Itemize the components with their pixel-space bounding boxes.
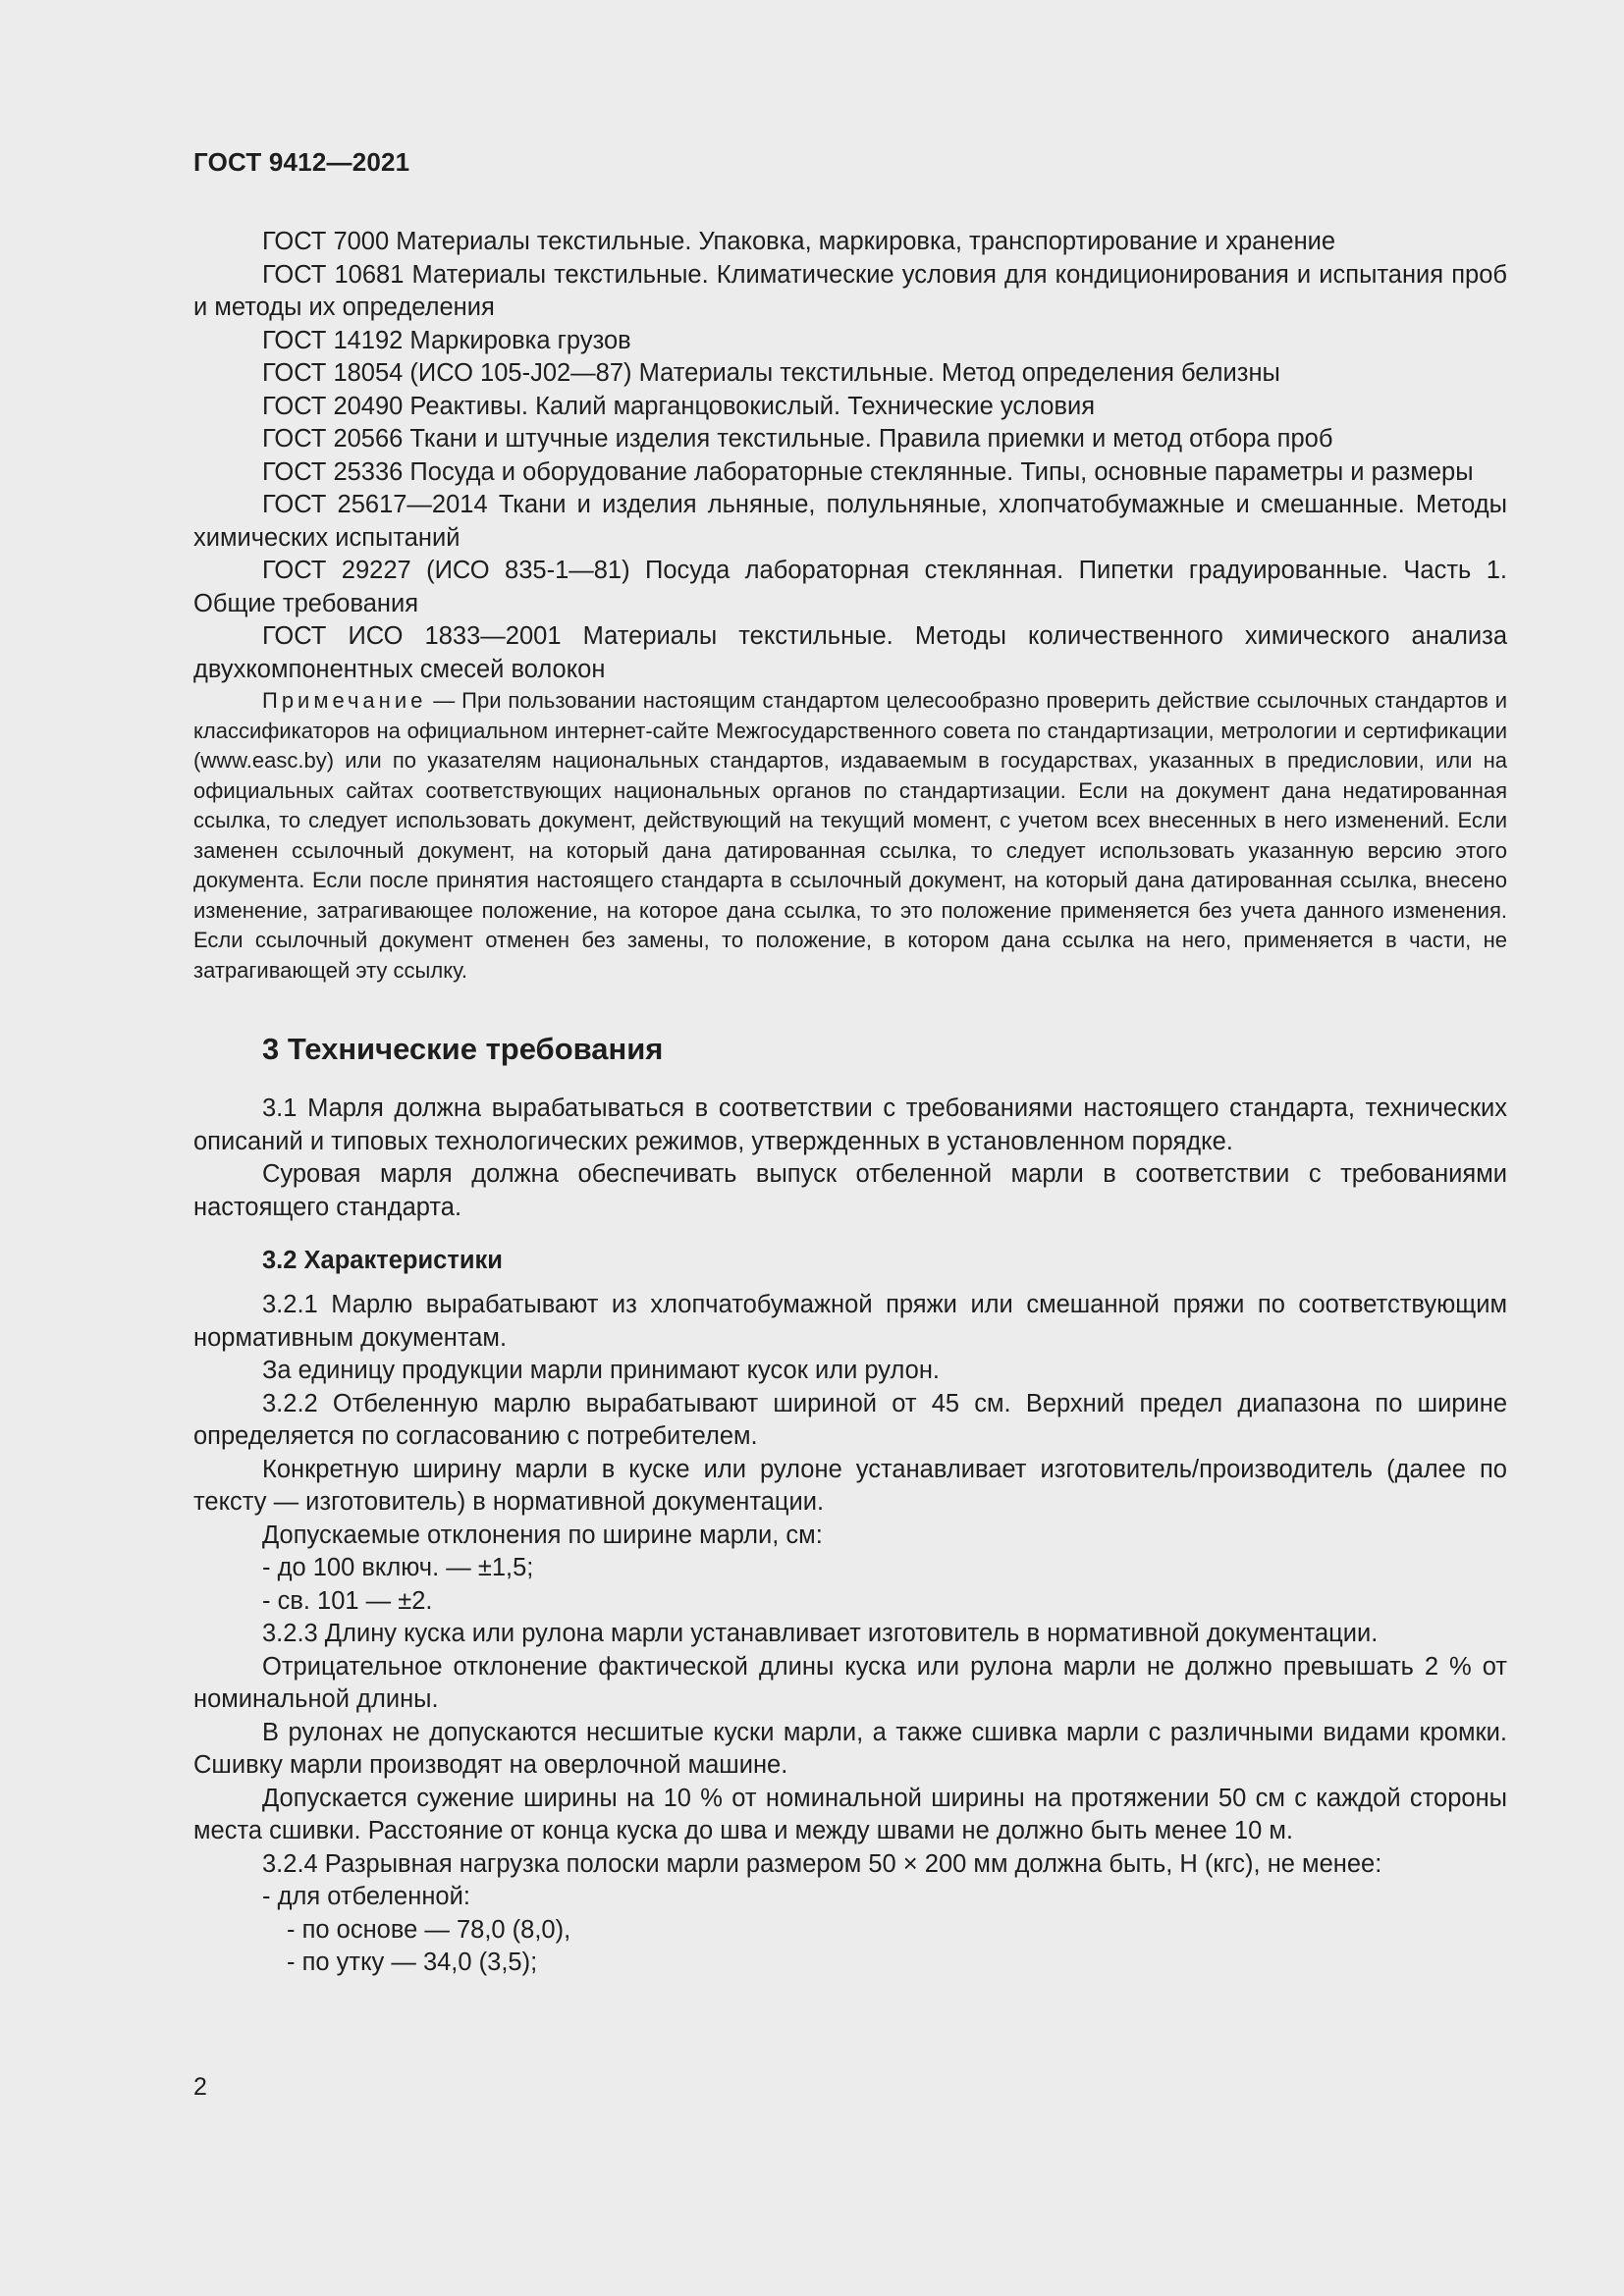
paragraph: 3.1 Марля должна вырабатываться в соответствии с требованиями настоящего стандарта, технических описаний и типовых технологических режимов, утвержденных в установленном порядке. bbox=[193, 1095, 1507, 1155]
paragraph: Отрицательное отклонение фактической длины куска или рулона марли не должно превышать 2 % от номинальной длины. bbox=[193, 1652, 1507, 1713]
ref-item: ГОСТ 25617—2014 Ткани и изделия льняные, полульняные, хлопчатобумажные и смешанные. Методы химических испытаний bbox=[193, 491, 1507, 552]
paragraph: Допускается сужение ширины на 10 % от номинальной ширины на протяжении 50 см с каждой стороны места сшивки. Расстояние от конца куска до шва и между швами не должно быть менее 10 м. bbox=[193, 1784, 1507, 1844]
page-content bbox=[193, 226, 1507, 1980]
paragraph: 3.2.2 Отбеленную марлю вырабатывают шириной от 45 см. Верхний предел диапазона по ширине определяется по согласованию с потребителем. bbox=[193, 1389, 1507, 1450]
paragraph: В рулонах не допускаются несшитые куски марли, а также сшивка марли с различными видами кромки. Сшивку марли производят на оверлочной машине. bbox=[193, 1718, 1507, 1779]
list-item: - для отбеленной: bbox=[262, 1883, 470, 1910]
note-text: — При пользовании настоящим стандартом целесообразно проверить действие ссылочных стандартов и классификаторов на официальном интернет-сайте Межгосударственного совета по стандартизации, метрологии и сертификации (www.easc.by) или по указателям национальных стандартов, издаваемым в государствах, указанных в предисловии, или на официальных сайтах соответствующих национальных органов по стандартизации. Если на документ дана недатированная ссылка, то следует использовать документ, действующий на текущий момент, с учетом всех внесенных в него изменений. Если заменен ссылочный документ, на который дана датированная ссылка, то следует использовать указанную версию этого документа. Если после принятия настоящего стандарта в ссылочный документ, на который дана датированная ссылка, внесено изменение, затрагивающее положение, на которое дана ссылка, то это положение применяется без учета данного изменения. Если ссылочный документ отменен без замены, то положение, в котором дана ссылка на него, применяется в части, не затрагивающей эту ссылку. bbox=[193, 688, 1507, 983]
ref-item: ГОСТ 7000 Материалы текстильные. Упаковка, маркировка, транспортирование и хранение bbox=[262, 228, 1336, 255]
section-title: 3 Технические требования bbox=[262, 1032, 664, 1066]
ref-item: ГОСТ 29227 (ИСО 835-1—81) Посуда лабораторная стеклянная. Пипетки градуированные. Часть 1. Общие требования bbox=[193, 557, 1507, 617]
ref-item: ГОСТ ИСО 1833—2001 Материалы текстильные. Методы количественного химического анализа двухкомпонентных смесей волокон bbox=[193, 622, 1507, 683]
paragraph: Конкретную ширину марли в куске или рулоне устанавливает изготовитель/производитель (далее по тексту — изготовитель) в нормативной документации. bbox=[193, 1455, 1507, 1516]
list-item: - св. 101 — ±2. bbox=[262, 1586, 433, 1615]
note-label: Примечание bbox=[262, 688, 427, 713]
ref-item: ГОСТ 10681 Материалы текстильные. Климатические условия для кондиционирования и испытания проб и методы их определения bbox=[193, 260, 1507, 321]
list-item: - по основе — 78,0 (8,0), bbox=[287, 1915, 571, 1944]
paragraph: 3.2.1 Марлю вырабатывают из хлопчатобумажной пряжи или смешанной пряжи по соответствующим нормативным документам. bbox=[193, 1291, 1507, 1352]
ref-item: ГОСТ 25336 Посуда и оборудование лабораторные стеклянные. Типы, основные параметры и размеры bbox=[262, 457, 1474, 486]
paragraph: 3.2.4 Разрывная нагрузка полоски марли размером 50 × 200 мм должна быть, Н (кгс), не менее: bbox=[262, 1849, 1382, 1878]
paragraph: 3.2.3 Длину куска или рулона марли устанавливает изготовитель в нормативной документации. bbox=[262, 1620, 1379, 1647]
page-number: 2 bbox=[193, 2073, 207, 2101]
list-item: - по утку — 34,0 (3,5); bbox=[287, 1949, 538, 1976]
subsection-title: 3.2 Характеристики bbox=[262, 1247, 503, 1274]
list-item: - до 100 включ. — ±1,5; bbox=[262, 1554, 534, 1581]
ref-item: ГОСТ 14192 Маркировка грузов bbox=[262, 326, 631, 354]
paragraph: Суровая марля должна обеспечивать выпуск отбеленной марли в соответствии с требованиями настоящего стандарта. bbox=[193, 1160, 1507, 1221]
note-paragraph bbox=[193, 686, 1507, 986]
document-header: ГОСТ 9412—2021 bbox=[193, 147, 410, 177]
paragraph: За единицу продукции марли принимают кусок или рулон. bbox=[262, 1357, 941, 1384]
ref-item: ГОСТ 20490 Реактивы. Калий марганцовокислый. Технические условия bbox=[262, 392, 1096, 420]
ref-item: ГОСТ 18054 (ИСО 105-J02—87) Материалы текстильные. Метод определения белизны bbox=[262, 359, 1280, 387]
paragraph: Допускаемые отклонения по ширине марли, см: bbox=[262, 1521, 823, 1549]
ref-item: ГОСТ 20566 Ткани и штучные изделия текстильные. Правила приемки и метод отбора проб bbox=[262, 425, 1333, 453]
